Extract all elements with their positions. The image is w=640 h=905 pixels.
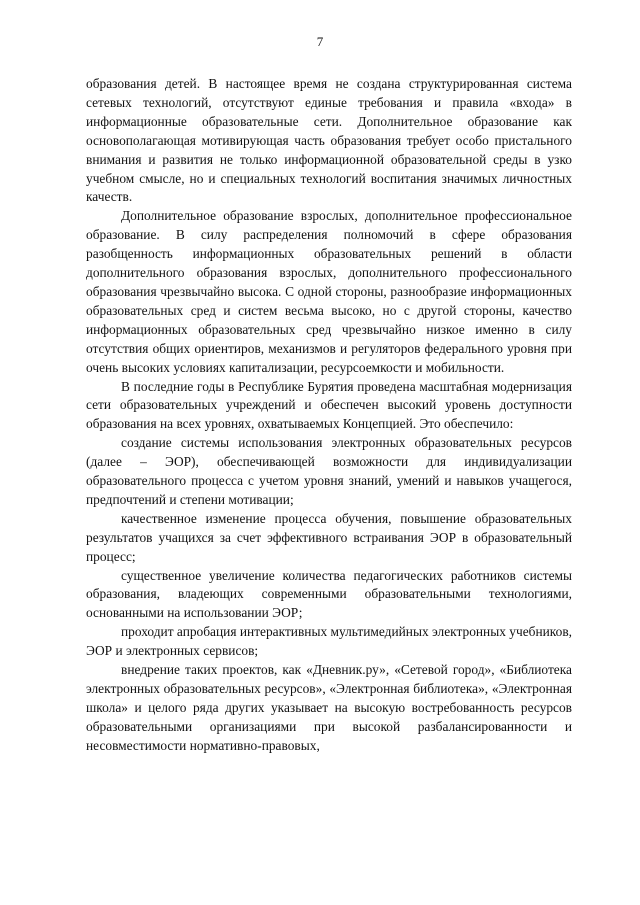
list-item-eor-system: создание системы использования электронных образовательных ресурсов (далее – ЭОР), обеспечивающей возможности для индивидуализации образовательного процесса с учетом уровня знаний, умений и навыков учащегося, предпочтений и степени мотивации; xyxy=(86,435,572,507)
paragraph-additional-adult-education: Дополнительное образование взрослых, дополнительное профессиональное образование. В силу распределения полномочий в сфере образования разобщенность информационных образовательных решений в области дополнительного образования взрослых, дополнительного профессионального образования чрезвычайно высока. С одной стороны, разнообразие информационных образовательных сред и систем весьма высоко, но с другой стороны, качество информационных образовательных сред чрезвычайно низкое именно в силу отсутствия общих ориентиров, механизмов и регуляторов федерального уровня при очень высоких условиях капитализации, ресурсоемкости и мобильности. xyxy=(86,208,572,375)
list-item-learning-change: качественное изменение процесса обучения, повышение образовательных результатов учащихся за счет эффективного встраивания ЭОР в образовательный процесс; xyxy=(86,510,572,564)
list-item-teachers-increase: существенное увеличение количества педагогических работников системы образования, владеющих современными образовательными технологиями, основанными на использовании ЭОР; xyxy=(86,567,572,621)
page-number: 7 xyxy=(316,34,324,49)
list-item-approbation: проходит апробация интерактивных мультимедийных электронных учебников, ЭОР и электронных сервисов; xyxy=(86,624,572,659)
paragraph-buryatia-modernization: В последние годы в Республике Бурятия проведена масштабная модернизация сети образовательных учреждений и обеспечен высокий уровень доступности образования на всех уровнях, охватываемых Концепцией. Это обеспечило: xyxy=(86,378,572,432)
paragraph-continuation: образования детей. В настоящее время не создана структурированная система сетевых технологий, отсутствуют единые требования и правила «входа» в информационные образовательные сети. Дополнительное образование как основополагающая мотивирующая часть образования требует особо пристального внимания и развития не только информационной образовательной среды в узко учебном смысле, но и специальных технологий воспитания значимых личностных качеств. xyxy=(86,76,572,205)
list-item-projects: внедрение таких проектов, как «Дневник.ру», «Сетевой город», «Библиотека электронных образовательных ресурсов», «Электронная библиотека», «Электронная школа» и целого ряда других указывает на высокую востребованность ресурсов образовательными организациями при высокой разбалансированности и несовместимости нормативно-правовых, xyxy=(86,662,572,753)
body-text xyxy=(86,75,572,756)
